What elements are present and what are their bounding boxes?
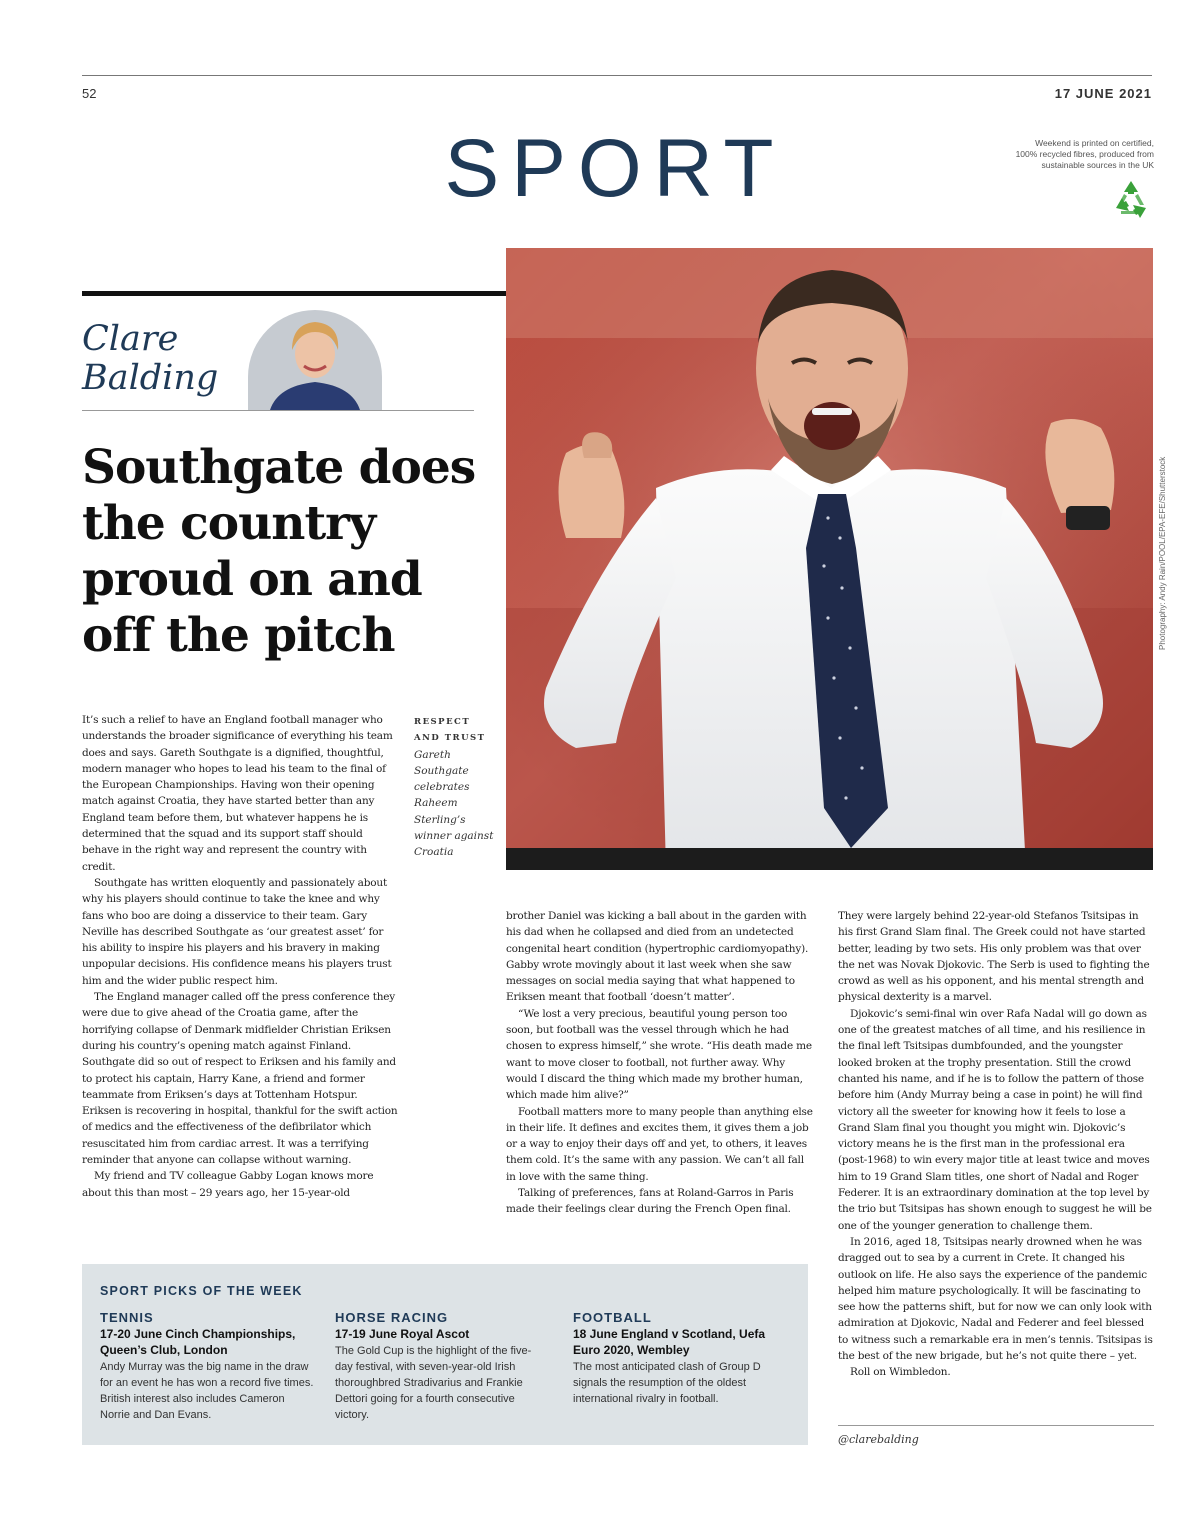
paragraph: In 2016, aged 18, Tsitsipas nearly drowned when he was dragged out to sea by a current in Crete. It changed his outlook on life. He also says the experience of the pandemic helped him mature psychologically. It will be fascinating to see how the patterns shift, but for now we can only look with admiration at Djokovic, Nadal and Federer and feel blessed to witness such a remarkable era in men’s tennis. Tsitsipas is the best of the new brigade, but he’s not quite there – yet. (838, 1235, 1153, 1363)
caption-text: Gareth Southgate celebrates Raheem Sterling’s winner against Croatia (414, 748, 494, 859)
headline (82, 440, 482, 664)
pick-category: FOOTBALL (573, 1310, 652, 1325)
section-title: SPORT (444, 123, 786, 214)
paragraph: Djokovic’s semi-final win over Rafa Nadal will go down as one of the greatest matches of all time, and his resilience in the final left Tsitsipas dumbfounded, and the youngster looked broken at the trophy presentation. Still the crowd chanted his name, and if he is to follow the pattern of those before him (Andy Murray being a case in point) he will find victory all the sweeter for knowing how it feels to lose a Grand Slam final you thought you might win. Djokovic’s victory means he is the first man in the professional era (post-1968) to win every major title at least twice and moves him to 19 Grand Slam titles, one short of Nadal and Roger Federer. It is an extraordinary domination at the top level by the trio but Tsitsipas has shown enough to suggest he will be one of the younger generation to challenge them. (838, 1007, 1152, 1232)
pick-item (573, 1310, 788, 1407)
top-rule (82, 75, 1152, 76)
paragraph: Roll on Wimbledon. (850, 1366, 951, 1379)
pick-headline: 18 June England v Scotland, Uefa Euro 2020, Wembley (573, 1327, 766, 1357)
columnist-last-name: Balding (82, 357, 219, 398)
issue-date: 17 JUNE 2021 (1054, 86, 1152, 101)
paragraph: My friend and TV colleague Gabby Logan knows more about this than most – 29 years ago, her 15-year-old (82, 1170, 374, 1199)
sport-picks-box (82, 1264, 808, 1445)
headline-line: proud on and (82, 552, 422, 607)
paragraph: The England manager called off the press conference they were due to give ahead of the Croatia game, after the horrifying collapse of Denmark midfielder Christian Eriksen during his country’s opening match against Finland. Southgate did so out of respect to Eriksen and his family and to protect his captain, Harry Kane, a friend and former teammate from Eriksen’s days at Tottenham Hotspur. Eriksen is recovering in hospital, thankful for the swift action of medics and the effectiveness of the defibrilator which resuscitated him from cardiac arrest. It was a terrifying reminder that anyone can collapse without warning. (82, 991, 398, 1167)
paragraph: Football matters more to many people than anything else in their life. It defines and excites them, it gives them a job or a way to enjoy their days off and yet, to others, it leaves them cold. It’s the same with any passion. We can’t all fall in love with the same thing. (506, 1105, 813, 1183)
eco-note-line: 100% recycled fibres, produced from (1015, 149, 1154, 160)
pick-item (100, 1310, 315, 1423)
paragraph: They were largely behind 22-year-old Stefanos Tsitsipas in his first Grand Slam final. The Greek could not have started better, leading by two sets. His only problem was that over the net was Novak Djokovic. The Serb is used to fighting the crowd as well as his opponent, and his mental strength and physical dexterity is a marvel. (838, 910, 1150, 1004)
paragraph: “We lost a very precious, beautiful young person too soon, but football was the vessel through which he had chosen to express himself,” she wrote. “His death made me want to move closer to football, not further away. Why would I discard the thing which made my brother human, which made him alive?” (506, 1007, 812, 1102)
paragraph: brother Daniel was kicking a ball about in the garden with his dad when he collapsed and died from an undetected congenital heart condition (hypertrophic cardiomyopathy). Gabby wrote movingly about it last week when she saw messages on social media saying that what happened to Eriksen meant that football ‘doesn’t matter’. (506, 910, 809, 1004)
byline-rule (82, 291, 506, 296)
headline-line: Southgate does (82, 440, 476, 495)
photo-caption (414, 714, 504, 861)
eco-note (984, 138, 1154, 171)
picks-title: SPORT PICKS OF THE WEEK (100, 1284, 303, 1298)
columnist-first-name: Clare (82, 319, 179, 359)
pick-headline: 17-19 June Royal Ascot (335, 1327, 470, 1341)
eco-note-line: Weekend is printed on certified, (1035, 138, 1154, 148)
caption-label: RESPECT (414, 717, 471, 727)
paragraph: Southgate has written eloquently and passionately about why his players should continue to take the knee and why fans who boo are doing a disservice to their team. Gary Neville has described Southgate as ‘our greatest asset’ for his ability to inspire his players and his bravery in making unpopular decisions. His confidence means his players trust him and the wider public respect him. (82, 876, 392, 987)
headline-line: the country (82, 496, 376, 551)
paragraph: It’s such a relief to have an England football manager who understands the broader significance of everything his team does and says. Gareth Southgate is a dignified, thoughtful, modern manager who hopes to lead his team to the final of the European Championships. Having won their opening match against Croatia, they have started better than any England team before them, but whatever happens he is determined that the squad and its support staff should behave in the right way and represent the country with credit. (82, 714, 393, 873)
page-number: 52 (82, 86, 97, 101)
pick-item (335, 1310, 540, 1423)
photo-credit: Photography: Andy Rain/POOL/EPA-EFE/Shutterstock (1158, 456, 1167, 650)
hero-photo (506, 248, 1153, 870)
paragraph: Talking of preferences, fans at Roland-Garros in Paris made their feelings clear during the French Open final. (506, 1187, 794, 1216)
eco-note-line: sustainable sources in the UK (1041, 160, 1154, 171)
pick-headline: 17-20 June Cinch Championships, Queen’s Club, London (100, 1327, 296, 1357)
pick-category: HORSE RACING (335, 1310, 449, 1325)
article-column-1 (82, 712, 398, 1201)
caption-label: AND TRUST (414, 733, 486, 744)
pick-description: Andy Murray was the big name in the draw for an event he has won a record five times. British interest also includes Cameron Norrie and Dan Evans. (100, 1361, 314, 1421)
columnist-avatar (248, 310, 382, 410)
article-column-2 (506, 908, 816, 1218)
byline-rule-thin (82, 410, 474, 411)
columnist-name (82, 320, 218, 397)
columnist-twitter-link[interactable]: @clarebalding (838, 1433, 919, 1446)
pick-description: The most anticipated clash of Group D signals the resumption of the oldest international rivalry in football. (573, 1361, 761, 1405)
pick-category: TENNIS (100, 1310, 154, 1325)
footer-rule (838, 1425, 1154, 1426)
pick-description: The Gold Cup is the highlight of the five-day festival, with seven-year-old Irish thoroughbred Stradivarius and Frankie Dettori going for a fourth consecutive victory. (335, 1345, 532, 1421)
headline-line: off the pitch (82, 608, 395, 663)
recycle-icon (1110, 178, 1152, 220)
article-column-3 (838, 908, 1154, 1381)
